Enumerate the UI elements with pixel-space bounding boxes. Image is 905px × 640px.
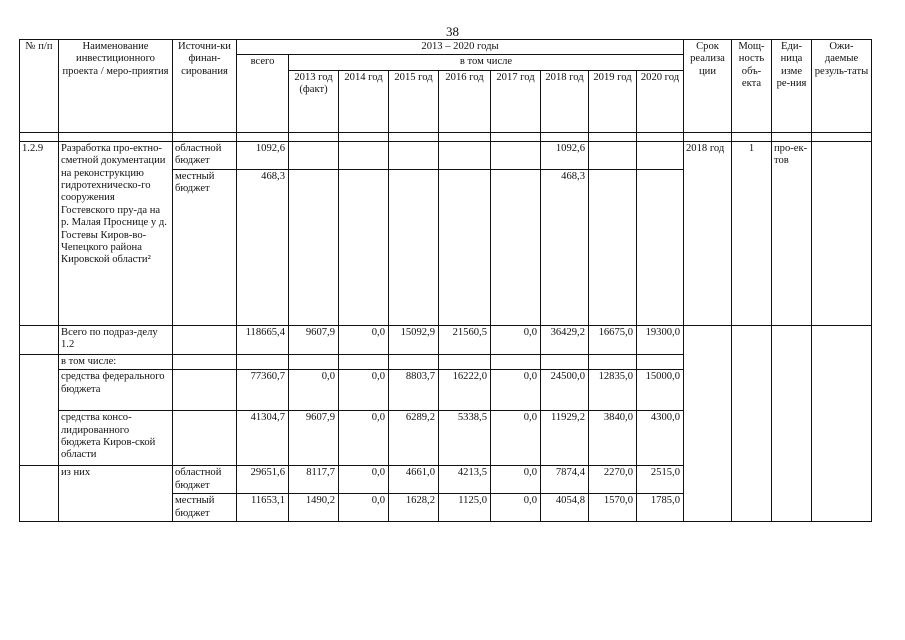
- local-2018: 4054,8: [541, 494, 589, 522]
- consolidated-2017: 0,0: [491, 411, 541, 466]
- summary-term-cell: [684, 325, 732, 521]
- project-name: Разработка про-ектно-сметной документации на реконструкцию гидротехническо-го сооружения Гостевского пру-да на р. Малая Проснице у д. Гостевы Киров-во-Чепецкого района Кировской области²: [59, 141, 173, 325]
- regional-2014: 0,0: [339, 466, 389, 494]
- regional-2017: 0,0: [491, 466, 541, 494]
- local-2017: 0,0: [491, 494, 541, 522]
- header-project-name: Наименование инвестиционного проекта / меро-приятия: [59, 40, 173, 133]
- project-local-2017: [491, 169, 541, 325]
- summary-capacity-cell: [732, 325, 772, 521]
- project-source-local: местный бюджет: [173, 169, 237, 325]
- summary-federal-label: средства федерального бюджета: [59, 370, 173, 411]
- consolidated-2014: 0,0: [339, 411, 389, 466]
- project-capacity: 1: [732, 141, 772, 325]
- federal-2013: 0,0: [289, 370, 339, 411]
- project-regional-2019: [589, 141, 637, 169]
- header-capacity: Мощ-ность объ-екта: [732, 40, 772, 133]
- header-year-2019: 2019 год: [589, 70, 637, 132]
- project-regional-total: 1092,6: [237, 141, 289, 169]
- project-local-2014: [339, 169, 389, 325]
- summary-total-source: [173, 325, 237, 354]
- project-regional-2018: 1092,6: [541, 141, 589, 169]
- summary-total-2015: 15092,9: [389, 325, 439, 354]
- project-local-2020: [637, 169, 684, 325]
- consolidated-2019: 3840,0: [589, 411, 637, 466]
- summary-total-2013: 9607,9: [289, 325, 339, 354]
- header-year-2020: 2020 год: [637, 70, 684, 132]
- local-2014: 0,0: [339, 494, 389, 522]
- project-regional-2020: [637, 141, 684, 169]
- federal-2014: 0,0: [339, 370, 389, 411]
- project-local-2019: [589, 169, 637, 325]
- header-year-2013: 2013 год (факт): [289, 70, 339, 132]
- summary-total-value: 118665,4: [237, 325, 289, 354]
- summary-including-label: в том числе:: [59, 354, 173, 369]
- header-year-2018: 2018 год: [541, 70, 589, 132]
- federal-source: [173, 370, 237, 411]
- federal-2016: 16222,0: [439, 370, 491, 411]
- project-number: 1.2.9: [20, 141, 59, 325]
- regional-2019: 2270,0: [589, 466, 637, 494]
- summary-of-which-label: из них: [59, 466, 173, 522]
- header-including: в том числе: [289, 55, 684, 70]
- header-period: 2013 – 2020 годы: [237, 40, 684, 55]
- federal-2020: 15000,0: [637, 370, 684, 411]
- local-2013: 1490,2: [289, 494, 339, 522]
- local-2016: 1125,0: [439, 494, 491, 522]
- header-year-2016: 2016 год: [439, 70, 491, 132]
- summary-regional-label: областной бюджет: [173, 466, 237, 494]
- including-source: [173, 354, 237, 369]
- investment-table: [19, 39, 872, 522]
- summary-results-cell: [812, 325, 872, 521]
- consolidated-2016: 5338,5: [439, 411, 491, 466]
- consolidated-2020: 4300,0: [637, 411, 684, 466]
- project-regional-2016: [439, 141, 491, 169]
- federal-2019: 12835,0: [589, 370, 637, 411]
- summary-consolidated-label: средства консо-лидированного бюджета Киров-ской области: [59, 411, 173, 466]
- header-number: № п/п: [20, 40, 59, 133]
- header-unit: Еди-ница изме ре-ния: [772, 40, 812, 133]
- federal-2017: 0,0: [491, 370, 541, 411]
- header-funding-source: Источни-ки финан-сирования: [173, 40, 237, 133]
- summary-total-2019: 16675,0: [589, 325, 637, 354]
- project-regional-2015: [389, 141, 439, 169]
- consolidated-total: 41304,7: [237, 411, 289, 466]
- regional-2013: 8117,7: [289, 466, 339, 494]
- summary-total-label: Всего по подраз-делу 1.2: [59, 325, 173, 354]
- header-year-2015: 2015 год: [389, 70, 439, 132]
- summary-number-cell: [20, 325, 59, 354]
- page-number: 38: [446, 24, 459, 39]
- project-local-2016: [439, 169, 491, 325]
- project-results: [812, 141, 872, 325]
- consolidated-2015: 6289,2: [389, 411, 439, 466]
- project-row-regional: [20, 141, 872, 169]
- summary-total-row: [20, 325, 872, 354]
- of-which-number-cell: [20, 466, 59, 522]
- project-local-2015: [389, 169, 439, 325]
- consolidated-2018: 11929,2: [541, 411, 589, 466]
- federal-total: 77360,7: [237, 370, 289, 411]
- project-unit: про-ек-тов: [772, 141, 812, 325]
- regional-2015: 4661,0: [389, 466, 439, 494]
- summary-total-2014: 0,0: [339, 325, 389, 354]
- project-regional-2014: [339, 141, 389, 169]
- local-2015: 1628,2: [389, 494, 439, 522]
- header-year-2017: 2017 год: [491, 70, 541, 132]
- header-total: всего: [237, 55, 289, 132]
- summary-total-2018: 36429,2: [541, 325, 589, 354]
- federal-2015: 8803,7: [389, 370, 439, 411]
- local-2019: 1570,0: [589, 494, 637, 522]
- header-results: Ожи-даемые резуль-таты: [812, 40, 872, 133]
- header-row-1: [20, 40, 872, 55]
- project-source-regional: областной бюджет: [173, 141, 237, 169]
- local-2020: 1785,0: [637, 494, 684, 522]
- regional-2020: 2515,0: [637, 466, 684, 494]
- header-year-2014: 2014 год: [339, 70, 389, 132]
- project-local-2013: [289, 169, 339, 325]
- consolidated-source: [173, 411, 237, 466]
- federal-2018: 24500,0: [541, 370, 589, 411]
- summary-total-2020: 19300,0: [637, 325, 684, 354]
- project-regional-2013: [289, 141, 339, 169]
- project-regional-2017: [491, 141, 541, 169]
- summary-local-label: местный бюджет: [173, 494, 237, 522]
- consolidated-2013: 9607,9: [289, 411, 339, 466]
- summary-total-2016: 21560,5: [439, 325, 491, 354]
- summary-unit-cell: [772, 325, 812, 521]
- project-local-total: 468,3: [237, 169, 289, 325]
- local-total: 11653,1: [237, 494, 289, 522]
- project-term: 2018 год: [684, 141, 732, 325]
- regional-2016: 4213,5: [439, 466, 491, 494]
- summary-blank-number: [20, 354, 59, 465]
- header-term: Срок реализа ции: [684, 40, 732, 133]
- spacer-row: [20, 132, 872, 141]
- summary-total-2017: 0,0: [491, 325, 541, 354]
- regional-total: 29651,6: [237, 466, 289, 494]
- project-local-2018: 468,3: [541, 169, 589, 325]
- regional-2018: 7874,4: [541, 466, 589, 494]
